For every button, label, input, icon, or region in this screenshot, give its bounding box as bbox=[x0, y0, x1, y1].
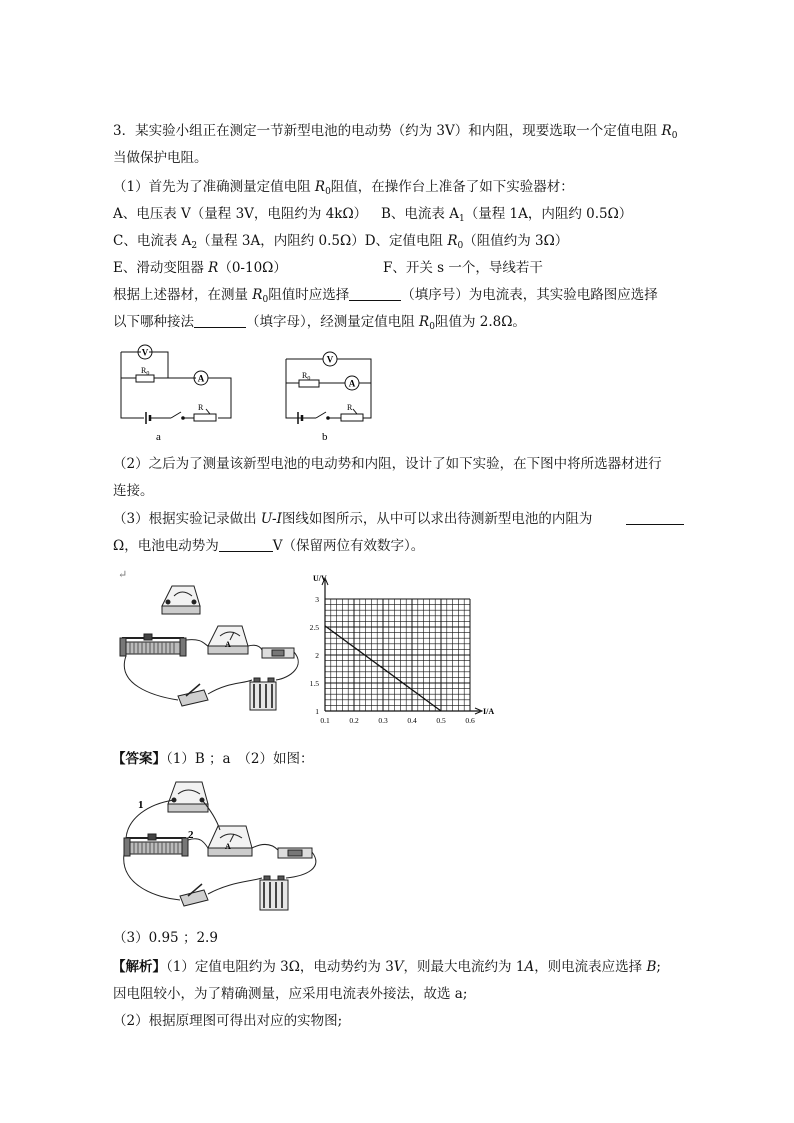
equipment-f: F、开关 s 一个，导线若干 bbox=[383, 260, 543, 276]
equipment-b bbox=[381, 205, 632, 228]
part1-text: （1）首先为了准确测量定值电阻 bbox=[113, 179, 315, 195]
part1-text-b: 阻值，在操作台上准备了如下实验器材： bbox=[330, 179, 574, 195]
rheostat-label: R bbox=[198, 403, 204, 412]
x-tick-label: 0.4 bbox=[407, 716, 417, 725]
selection-line1 bbox=[113, 286, 658, 309]
y-tick-label: 2 bbox=[315, 651, 319, 660]
circuit-b-label: b bbox=[322, 431, 328, 443]
wire-label-2: 2 bbox=[188, 829, 194, 841]
eqe-text: E、滑动变阻器 bbox=[113, 260, 209, 276]
chart-grid bbox=[325, 599, 470, 711]
r0-subscript: 0 bbox=[671, 131, 678, 141]
ammeter-face-label: A bbox=[225, 842, 231, 851]
answer-tag: 【答案】 bbox=[112, 751, 166, 767]
question-intro-line2: 当做保护电阻。 bbox=[113, 150, 208, 166]
r0-symbol: R bbox=[661, 123, 672, 139]
intro-text: 3．某实验小组正在测定一节新型电池的电动势（约为 3V）和内阻，现要选取一个定值电阻 bbox=[113, 123, 662, 139]
circuit-diagram-b bbox=[283, 342, 403, 444]
analysis-text-d: ; bbox=[656, 959, 661, 975]
answer-apparatus-drawing bbox=[118, 774, 338, 924]
r0-symbol: R bbox=[314, 179, 326, 195]
apparatus-drawing bbox=[112, 574, 312, 734]
eqe-text2: （0-10Ω） bbox=[218, 260, 287, 276]
chart-axes bbox=[313, 574, 494, 716]
r0-symbol: R bbox=[419, 314, 430, 330]
eqd-text: （阻值约为 3Ω） bbox=[463, 233, 569, 249]
eqb-text2: （量程 1A，内阻约 0.5Ω） bbox=[464, 206, 633, 222]
eqc-sub: 2 bbox=[191, 241, 198, 251]
equipment-e bbox=[113, 259, 287, 277]
r0-subscript: 0 bbox=[262, 295, 269, 305]
y-tick-label: 1.5 bbox=[309, 679, 319, 688]
analysis-line1 bbox=[112, 958, 661, 976]
p3-text-b: 图线如图所示，从中可以求出待测新型电池的内阻为 bbox=[281, 511, 593, 527]
x-tick-label: 0.2 bbox=[349, 716, 359, 725]
x-tick-label: 0.5 bbox=[436, 716, 446, 725]
r-symbol: R bbox=[208, 260, 219, 276]
r0-subscript: 0 bbox=[325, 187, 331, 197]
r0-subscript: 0 bbox=[457, 241, 464, 251]
sel1-text-b: 阻值时应选择 bbox=[268, 287, 350, 303]
p3-text: （3）根据实验记录做出 bbox=[113, 511, 261, 527]
y-tick-label: 1 bbox=[315, 707, 319, 716]
equipment-c-d bbox=[113, 232, 568, 255]
answer-text: （1）B ；a （2）如图： bbox=[166, 751, 314, 767]
r0-subscript: 0 bbox=[429, 322, 435, 332]
wire-label-1: 1 bbox=[138, 799, 144, 811]
sel2-text-b: （填字母），经测量定值电阻 bbox=[246, 314, 420, 330]
circuit-diagram-a bbox=[118, 342, 238, 444]
part3-line1 bbox=[113, 510, 684, 528]
eqc-text: C、电流表 A bbox=[113, 233, 192, 249]
x-tick-label: 0.1 bbox=[320, 716, 330, 725]
sel2-text-c: 阻值为 2.8Ω。 bbox=[434, 314, 526, 330]
ammeter-label: A bbox=[197, 373, 205, 384]
y-axis-label: U/V bbox=[313, 574, 327, 583]
p3-text-c: Ω，电池电动势为 bbox=[113, 538, 219, 554]
analysis-text: （1）定值电阻约为 3Ω，电动势约为 3 bbox=[166, 959, 394, 975]
answer-blank[interactable] bbox=[219, 538, 273, 552]
r0-label: $R_0$ bbox=[302, 371, 311, 382]
r0-symbol: R bbox=[252, 287, 263, 303]
sel1-text-c: （填序号）为电流表，其实验电路图应选择 bbox=[401, 287, 658, 303]
x-tick-label: 0.6 bbox=[465, 716, 475, 725]
equipment-a: A、电压表 V（量程 3V，电阻约为 4kΩ） bbox=[113, 206, 368, 222]
unit-a: A bbox=[524, 959, 535, 975]
question-intro-line1 bbox=[113, 122, 677, 145]
choice-b: B bbox=[646, 959, 657, 975]
r0-symbol: R bbox=[447, 233, 458, 249]
analysis-text-b: ，则最大电流约为 1 bbox=[403, 959, 525, 975]
analysis-line3: （2）根据原理图可得出对应的实物图; bbox=[113, 1013, 343, 1029]
answer-blank[interactable] bbox=[626, 511, 684, 525]
y-tick-label: 3 bbox=[315, 595, 319, 604]
voltmeter-label: V bbox=[141, 347, 149, 358]
circuit-a-label: a bbox=[156, 431, 161, 443]
answer-blank[interactable] bbox=[349, 287, 401, 301]
r0-label: $R_0$ bbox=[141, 366, 150, 377]
eqb-text: B、电流表 A bbox=[381, 206, 459, 222]
ui-chart bbox=[305, 572, 495, 732]
eqb-sub: 1 bbox=[458, 214, 465, 224]
eqc-text2: （量程 3A，内阻约 0.5Ω）D、定值电阻 bbox=[197, 233, 448, 249]
p3-text-d: V（保留两位有效数字）。 bbox=[272, 538, 425, 554]
analysis-line2: 因电阻较小，为了精确测量，应采用电流表外接法，故选 a; bbox=[113, 986, 468, 1002]
return-mark: ↵ bbox=[118, 568, 128, 581]
analysis-text-c: ，则电流表应选择 bbox=[534, 959, 647, 975]
y-tick-label: 2.5 bbox=[309, 623, 319, 632]
part3-line2 bbox=[113, 537, 424, 555]
analysis-tag: 【解析】 bbox=[112, 959, 166, 975]
part2-line2: 连接。 bbox=[113, 483, 154, 499]
sel1-text: 根据上述器材，在测量 bbox=[113, 287, 253, 303]
ammeter-face-label: A bbox=[225, 640, 231, 649]
part1-heading bbox=[113, 178, 574, 201]
unit-v: V bbox=[393, 959, 404, 975]
sel2-text: 以下哪种接法 bbox=[113, 314, 194, 330]
answer-line bbox=[112, 750, 313, 768]
rheostat-label: R bbox=[347, 403, 353, 412]
selection-line2 bbox=[113, 313, 526, 336]
x-tick-label: 0.3 bbox=[378, 716, 388, 725]
x-axis-label: I/A bbox=[483, 707, 495, 716]
voltmeter-label: V bbox=[326, 354, 334, 365]
ammeter-label: A bbox=[348, 378, 356, 389]
answer-blank[interactable] bbox=[194, 314, 246, 328]
part2-line1: （2）之后为了测量该新型电池的电动势和内阻，设计了如下实验，在下图中将所选器材进行 bbox=[113, 456, 662, 472]
answer-part3: （3）0.95 ；2.9 bbox=[113, 930, 218, 946]
ui-symbol: U-I bbox=[260, 511, 282, 527]
